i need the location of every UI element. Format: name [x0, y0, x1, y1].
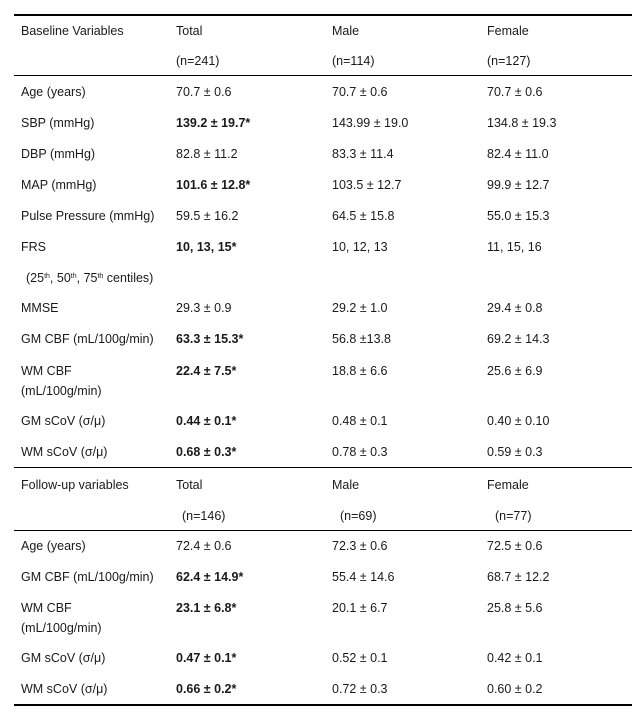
table-bottom-rule: [14, 704, 632, 706]
table-row: [14, 298, 632, 318]
row-female: 72.5 ± 0.6: [487, 539, 543, 553]
table-row: [14, 648, 632, 668]
row-female: 70.7 ± 0.6: [487, 85, 543, 99]
table-row: [14, 442, 632, 462]
row-label: Age (years): [21, 85, 86, 99]
row-label: WM CBF: [21, 601, 72, 615]
row-male: 20.1 ± 6.7: [332, 601, 388, 615]
baseline-header-variable: Baseline Variables: [21, 24, 124, 38]
frs-note-part: , 50: [49, 271, 71, 285]
row-female: 0.40 ± 0.10: [487, 414, 550, 428]
row-label: WM CBF: [21, 364, 72, 378]
followup-header-variable: Follow-up variables: [21, 478, 129, 492]
followup-header-total: Total: [176, 478, 203, 492]
row-male: 103.5 ± 12.7: [332, 178, 402, 192]
table-row: [14, 679, 632, 699]
row-label: SBP (mmHg): [21, 116, 95, 130]
row-label: WM sCoV (σ/μ): [21, 445, 108, 459]
followup-count-row: [14, 506, 632, 526]
row-total: 82.8 ± 11.2: [176, 147, 238, 161]
row-female: 29.4 ± 0.8: [487, 301, 543, 315]
table-row: [14, 329, 632, 349]
baseline-header-male: Male: [332, 24, 360, 38]
table-row: [14, 82, 632, 102]
row-male: 10, 12, 13: [332, 240, 388, 254]
row-female: 134.8 ± 19.3: [487, 116, 557, 130]
row-total: 0.68 ± 0.3*: [176, 445, 237, 459]
table-row: [14, 175, 632, 195]
row-label: GM sCoV (σ/μ): [21, 414, 106, 428]
row-male: 83.3 ± 11.4: [332, 147, 394, 161]
row-total: 0.47 ± 0.1*: [176, 651, 237, 665]
row-total: 70.7 ± 0.6: [176, 85, 232, 99]
row-female: 25.8 ± 5.6: [487, 601, 543, 615]
table-row: [14, 237, 632, 257]
baseline-header-row: [14, 21, 632, 41]
row-label: MMSE: [21, 301, 59, 315]
table-top-rule: [14, 14, 632, 16]
row-label: GM CBF (mL/100g/min): [21, 332, 154, 346]
row-male: 0.48 ± 0.1: [332, 414, 388, 428]
baseline-count-row: [14, 51, 632, 71]
row-total: 139.2 ± 19.7*: [176, 116, 251, 130]
row-label: DBP (mmHg): [21, 147, 96, 161]
row-female: 82.4 ± 11.0: [487, 147, 549, 161]
row-male: 55.4 ± 14.6: [332, 570, 395, 584]
baseline-count-male: (n=114): [332, 54, 375, 68]
row-label-continued: (mL/100g/min): [21, 384, 102, 398]
followup-count-total: (n=146): [182, 509, 226, 523]
row-label: Pulse Pressure (mmHg): [21, 209, 155, 223]
followup-header-female: Female: [487, 478, 529, 492]
row-total: 0.66 ± 0.2*: [176, 682, 237, 696]
row-female: 0.60 ± 0.2: [487, 682, 543, 696]
frs-note-sup: th: [44, 273, 50, 280]
row-label: MAP (mmHg): [21, 178, 97, 192]
row-female: 55.0 ± 15.3: [487, 209, 550, 223]
followup-header-rule: [14, 530, 632, 531]
row-female: 25.6 ± 6.9: [487, 364, 543, 378]
row-total: 72.4 ± 0.6: [176, 539, 232, 553]
row-male: 56.8 ±13.8: [332, 332, 391, 346]
row-male: 29.2 ± 1.0: [332, 301, 388, 315]
row-label: WM sCoV (σ/μ): [21, 682, 108, 696]
section-divider-rule: [14, 467, 632, 468]
followup-count-female: (n=77): [495, 509, 532, 523]
row-total: 59.5 ± 16.2: [176, 209, 239, 223]
frs-centile-note: [26, 268, 153, 288]
row-male: 0.52 ± 0.1: [332, 651, 388, 665]
row-total: 101.6 ± 12.8*: [176, 178, 251, 192]
row-total: 22.4 ± 7.5*: [176, 364, 237, 378]
baseline-count-female: (n=127): [487, 54, 531, 68]
row-male: 0.78 ± 0.3: [332, 445, 388, 459]
table-row: [14, 567, 632, 587]
frs-note-part: , 75: [76, 271, 98, 285]
row-male: 143.99 ± 19.0: [332, 116, 409, 130]
frs-note-part: centiles): [103, 271, 154, 285]
row-label: GM CBF (mL/100g/min): [21, 570, 154, 584]
row-female: 0.42 ± 0.1: [487, 651, 543, 665]
frs-note-sup: th: [70, 273, 77, 280]
baseline-header-female: Female: [487, 24, 529, 38]
row-total: 10, 13, 15*: [176, 240, 237, 254]
table-row: [14, 113, 632, 133]
row-male: 70.7 ± 0.6: [332, 85, 388, 99]
followup-count-male: (n=69): [340, 509, 377, 523]
followup-header-row: [14, 475, 632, 495]
row-male: 72.3 ± 0.6: [332, 539, 388, 553]
baseline-header-total: Total: [176, 24, 203, 38]
table-row: [14, 411, 632, 431]
table-row: [14, 361, 632, 381]
row-female: 68.7 ± 12.2: [487, 570, 550, 584]
table-row: [14, 598, 632, 618]
table-row: [14, 144, 632, 164]
baseline-count-total: (n=241): [176, 54, 220, 68]
row-total: 0.44 ± 0.1*: [176, 414, 237, 428]
frs-note-sup: th: [97, 273, 104, 280]
table-row: [14, 206, 632, 226]
row-female: 0.59 ± 0.3: [487, 445, 543, 459]
row-label: GM sCoV (σ/μ): [21, 651, 106, 665]
row-female: 99.9 ± 12.7: [487, 178, 550, 192]
row-total: 23.1 ± 6.8*: [176, 601, 237, 615]
row-total: 62.4 ± 14.9*: [176, 570, 244, 584]
row-total: 29.3 ± 0.9: [176, 301, 232, 315]
baseline-header-rule: [14, 75, 632, 76]
followup-header-male: Male: [332, 478, 360, 492]
row-male: 64.5 ± 15.8: [332, 209, 395, 223]
table-row: [14, 536, 632, 556]
row-label: Age (years): [21, 539, 86, 553]
row-label-continued: (mL/100g/min): [21, 621, 102, 635]
row-female: 11, 15, 16: [487, 240, 542, 254]
row-total: 63.3 ± 15.3*: [176, 332, 244, 346]
row-male: 18.8 ± 6.6: [332, 364, 388, 378]
row-male: 0.72 ± 0.3: [332, 682, 388, 696]
frs-note-part: (25: [26, 271, 45, 285]
row-female: 69.2 ± 14.3: [487, 332, 550, 346]
row-label: FRS: [21, 240, 46, 254]
